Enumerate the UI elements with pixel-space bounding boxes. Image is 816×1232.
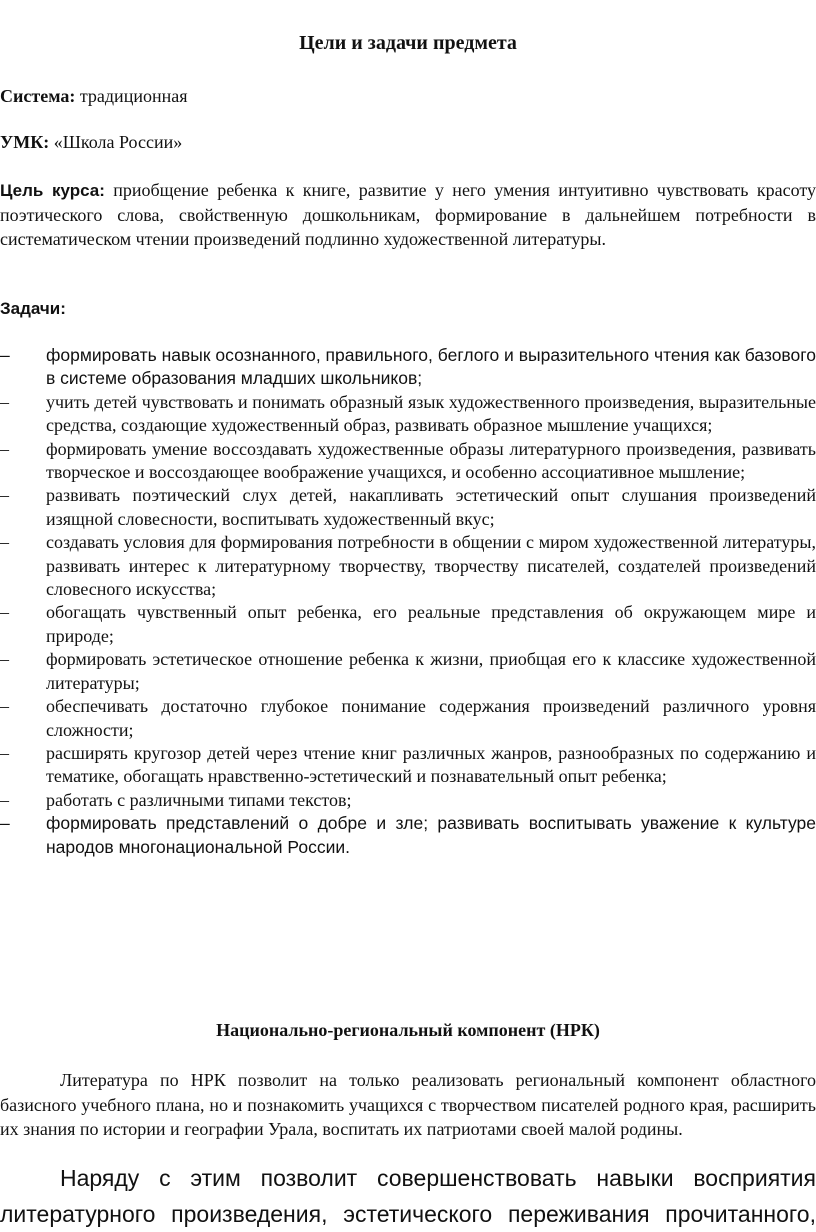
list-dash: – [0,649,9,670]
list-item-text: создавать условия для формирования потребности в общении с миром художественной литературы, развивать интерес к литературному творчеству, творчеству писателей, создателей произведений словесного искусства; [46,532,816,600]
list-dash: – [0,696,9,717]
nrk-paragraph: Литература по НРК позволит на только реализовать региональный компонент областного базисного учебного плана, но и познакомить учащихся с творчеством писателей родного края, расширить их знания по истории и географии Урала, воспитать их патриотами своей малой родины. [0,1070,816,1139]
list-item [0,742,816,789]
list-dash: – [0,345,10,365]
list-item [0,789,816,812]
system-line [0,86,188,107]
list-dash: – [0,438,9,459]
list-item [0,391,816,438]
list-dash: – [0,813,10,834]
nrk-paragraph-continued: Наряду с этим позволит совершенствовать навыки восприятия литературного произведения, эстетического переживания прочитанного, [0,1165,816,1227]
list-item [0,601,816,648]
umk-value: «Школа России» [49,132,183,152]
list-item-text: обеспечивать достаточно глубокое понимание содержания произведений различного уровня сложности; [46,696,816,740]
system-value: традиционная [75,86,188,106]
umk-label: УМК: [0,132,50,152]
list-item [0,695,816,742]
list-dash: – [0,789,9,810]
list-item-text: формировать навык осознанного, правильного, беглого и выразительного чтения как базового в системе образования младших школьников; [46,345,816,389]
page-title: Цели и задачи предмета [299,32,517,54]
umk-line [0,132,182,153]
list-dash: – [0,742,9,763]
list-item [0,531,816,601]
tasks-list [0,344,816,859]
list-dash: – [0,602,9,623]
list-dash: – [0,485,9,506]
goal-text: приобщение ребенка к книге, развитие у него умения интуитивно чувствовать красоту поэтического слова, свойственную дошкольникам, формирование в дальнейшем потребности в систематическом чтении произведений подлинно художественной литературы. [0,180,816,249]
list-item [0,438,816,485]
list-item-text: обогащать чувственный опыт ребенка, его реальные представления об окружающем мире и природе; [46,602,816,646]
list-item-text: формировать эстетическое отношение ребенка к жизни, приобщая его к классике художественной литературы; [46,649,816,693]
tasks-heading: Задачи: [0,299,66,318]
list-item [0,812,816,859]
list-item-text: развивать поэтический слух детей, накапливать эстетический опыт слушания произведений изящной словесности, воспитывать художественный вкус; [46,485,816,529]
list-item-text: работать с различными типами текстов; [46,789,352,810]
list-item-text: формировать умение воссоздавать художественные образы литературного произведения, развивать творческое и воссоздающее воображение учащихся, и особенно ассоциативное мышление; [46,438,816,483]
system-label: Система: [0,86,76,106]
list-dash: – [0,391,9,412]
list-item [0,344,816,391]
list-item-text: расширять кругозор детей через чтение книг различных жанров, разнообразных по содержанию и тематике, обогащать нравственно-эстетический и познавательный опыт ребенка; [46,742,816,787]
course-goal [0,178,816,251]
list-item [0,648,816,695]
list-item-text: формировать представлений о добре и зле; развивать воспитывать уважение к культуре народов многонациональной России. [46,813,816,857]
list-dash: – [0,532,9,553]
nrk-section-title: Национально-региональный компонент (НРК) [216,1020,600,1040]
list-item [0,484,816,531]
list-item-text: учить детей чувствовать и понимать образный язык художественного произведения, выразительные средства, создающие художественный образ, развивать образное мышление учащихся; [46,391,816,436]
goal-label: Цель курса: [0,181,105,200]
